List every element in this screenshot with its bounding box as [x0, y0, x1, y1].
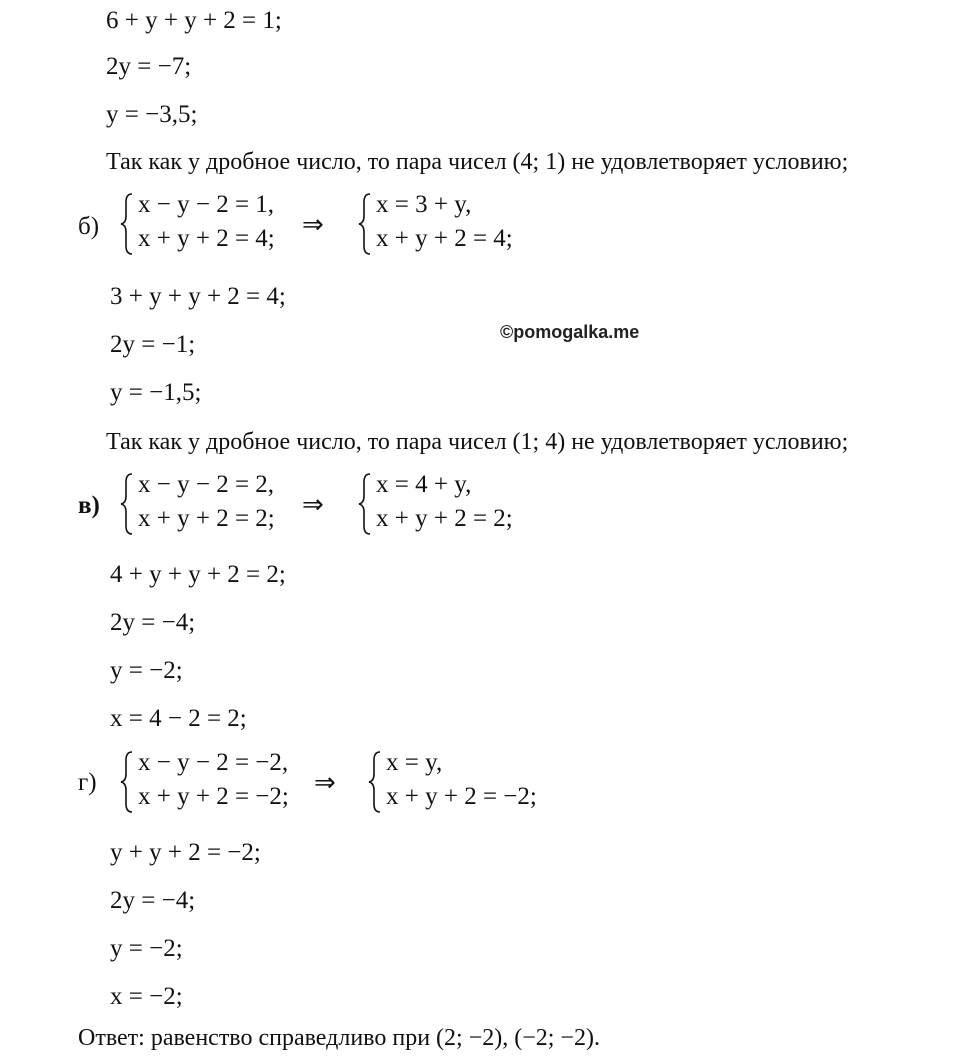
equation-row: x + y + 2 = 4; [376, 225, 513, 252]
conclusion-text: Так как y дробное число, то пара чисел (1; 4) не удовлетворяет условию; [106, 429, 849, 455]
part-label: г) [78, 769, 97, 796]
equation-row: x + y + 2 = 4; [138, 225, 275, 252]
equation-line: 2y = −7; [106, 53, 192, 80]
equation-line: 3 + y + y + 2 = 4; [110, 283, 286, 310]
equation-line: y = −3,5; [106, 101, 198, 128]
curly-brace [356, 192, 374, 256]
answer-text: Ответ: равенство справедливо при (2; −2), (−2; −2). [78, 1025, 600, 1051]
system-of-equations [118, 472, 298, 536]
equation-row: x = y, [386, 749, 443, 776]
system-of-equations [118, 192, 298, 256]
curly-brace [366, 750, 384, 814]
equation-line: 2y = −1; [110, 331, 196, 358]
equation-row: x + y + 2 = −2; [386, 783, 537, 810]
curly-brace [118, 750, 136, 814]
implies-arrow: ⇒ [314, 768, 336, 798]
equation-row: x + y + 2 = 2; [138, 505, 275, 532]
equation-line: x = 4 − 2 = 2; [110, 705, 247, 732]
equation-line: 2y = −4; [110, 609, 196, 636]
equation-line: x = −2; [110, 983, 183, 1010]
system-of-equations [366, 750, 556, 814]
equation-row: x − y − 2 = −2, [138, 749, 289, 776]
curly-brace [118, 472, 136, 536]
equation-row: x − y − 2 = 1, [138, 191, 275, 218]
system-of-equations [356, 472, 536, 536]
curly-brace [356, 472, 374, 536]
equation-row: x = 3 + y, [376, 191, 472, 218]
part-label: в) [78, 492, 100, 519]
equation-line: y = −2; [110, 935, 183, 962]
implies-arrow: ⇒ [302, 210, 324, 240]
equation-line: y = −2; [110, 657, 183, 684]
equation-row: x − y − 2 = 2, [138, 471, 275, 498]
equation-row: x + y + 2 = 2; [376, 505, 513, 532]
equation-line: 6 + y + y + 2 = 1; [106, 7, 282, 34]
system-of-equations [118, 750, 308, 814]
watermark: ©pomogalka.me [500, 322, 640, 342]
equation-row: x + y + 2 = −2; [138, 783, 289, 810]
equation-line: 2y = −4; [110, 887, 196, 914]
part-label: б) [78, 213, 100, 240]
implies-arrow: ⇒ [302, 490, 324, 520]
system-of-equations [356, 192, 536, 256]
equation-line: y + y + 2 = −2; [110, 839, 261, 866]
conclusion-text: Так как y дробное число, то пара чисел (4; 1) не удовлетворяет условию; [106, 149, 849, 175]
equation-line: 4 + y + y + 2 = 2; [110, 561, 286, 588]
equation-row: x = 4 + y, [376, 471, 472, 498]
curly-brace [118, 192, 136, 256]
equation-line: y = −1,5; [110, 379, 202, 406]
